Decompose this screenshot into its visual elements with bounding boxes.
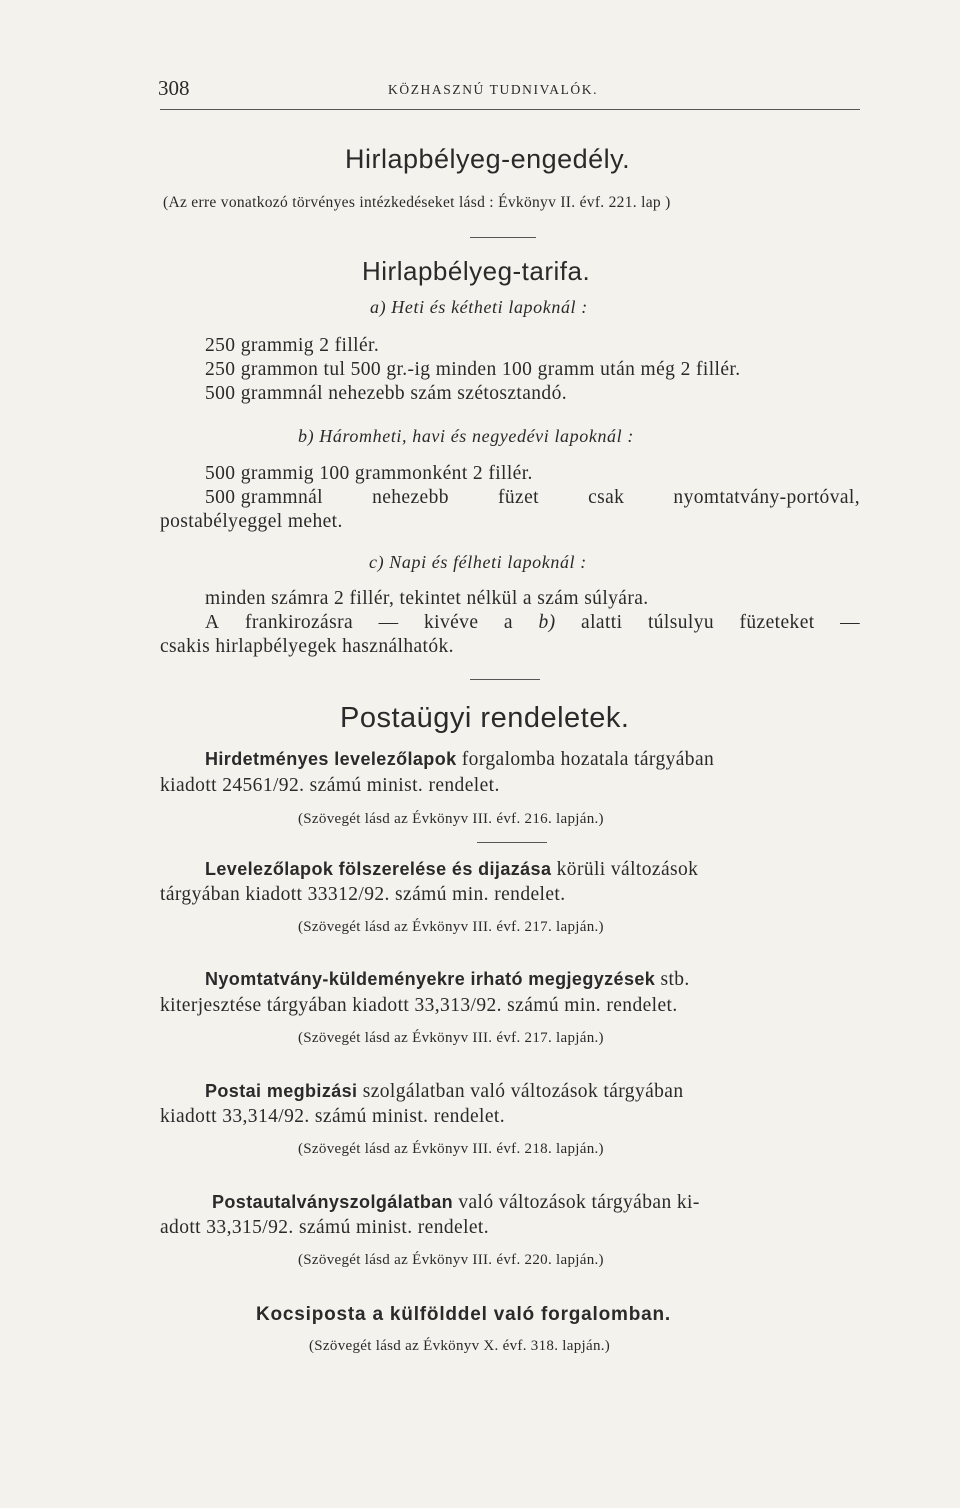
word: túlsulyu [647,612,714,633]
tariff-line-justified [205,612,860,634]
word: a [503,612,513,633]
word: — [378,612,399,633]
word: b) [538,612,556,633]
final-reference: (Szövegét lásd az Évkönyv X. évf. 318. lapján.) [309,1338,611,1354]
decree-line: adott 33,315/92. számú minist. rendelet. [160,1217,490,1238]
decree-bold-title: Postautalványszolgálatban [212,1192,454,1212]
subheading-a: a) Heti és kétheti lapoknál : [370,297,588,317]
page-number: 308 [158,76,190,100]
header-rule [160,109,860,110]
word: frankirozásra [245,612,354,633]
decree-line: tárgyában kiadott 33312/92. számú min. rendelet. [160,884,566,905]
tariff-line: 500 grammig 100 grammonként 2 fillér. [205,463,533,484]
section-title-hirlapbelyeg-engedely: Hirlapbélyeg-engedély. [345,144,631,174]
word: füzet [498,487,539,508]
word: A [205,612,220,633]
word: nyomtatvány-portóval, [673,487,860,508]
divider [477,842,547,843]
tariff-line: csakis hirlapbélyegek használhatók. [160,636,454,657]
section-title-hirlapbelyeg-tarifa: Hirlapbélyeg-tarifa. [362,256,591,286]
decree-rest: szolgálatban való változások tárgyában [357,1081,684,1102]
decree-item [205,859,698,881]
decree-bold-title: Postai megbizási [205,1081,358,1101]
decree-line: kiterjesztése tárgyában kiadott 33,313/92. számú min. rendelet. [160,995,678,1016]
decree-item [212,1192,700,1214]
decree-rest: stb. [655,969,690,990]
tariff-line: minden számra 2 fillér, tekintet nélkül a szám súlyára. [205,588,649,609]
running-title: KÖZHASZNÚ TUDNIVALÓK. [388,82,599,97]
decree-line: kiadott 24561/92. számú minist. rendelet. [160,775,500,796]
decree-reference: (Szövegét lásd az Évkönyv III. évf. 217. lapján.) [298,1030,604,1046]
tariff-line: 250 grammig 2 fillér. [205,335,380,356]
tariff-line: postabélyeggel mehet. [160,511,343,532]
decree-rest: forgalomba hozatala tárgyában [456,749,715,770]
word: alatti [581,612,623,633]
decree-rest: körüli változások [551,859,699,880]
decree-line: kiadott 33,314/92. számú minist. rendelet. [160,1106,505,1127]
decree-bold-title: Levelezőlapok fölszerelése és dijazása [205,859,552,879]
divider [470,679,540,680]
decree-item [205,969,690,991]
decree-reference: (Szövegét lásd az Évkönyv III. évf. 218. lapján.) [298,1141,604,1157]
decree-reference: (Szövegét lásd az Évkönyv III. évf. 216. lapján.) [298,811,604,827]
subheading-c: c) Napi és félheti lapoknál : [369,552,587,572]
divider [470,237,536,238]
word: füzeteket [739,612,815,633]
final-title: Kocsiposta a külfölddel való forgalomban. [256,1304,671,1325]
word: csak [588,487,625,508]
tariff-line: 250 grammon tul 500 gr.-ig minden 100 gramm után még 2 fillér. [205,359,741,380]
word: 500 grammnál [205,487,323,508]
decree-item [205,1081,684,1103]
decree-reference: (Szövegét lásd az Évkönyv III. évf. 220. lapján.) [298,1252,604,1268]
decree-rest: való változások tárgyában ki- [453,1192,700,1213]
subheading-b: b) Háromheti, havi és negyedévi lapoknál : [298,426,634,446]
section-note: (Az erre vonatkozó törvényes intézkedéseket lásd : Évkönyv II. évf. 221. lap ) [163,194,671,211]
word: — [840,612,860,633]
decree-bold-title: Nyomtatvány-küldeményekre irható megjegyzések [205,969,656,989]
section-title-postaugyi-rendeletek: Postaügyi rendeletek. [340,702,630,734]
decree-bold-title: Hirdetményes levelezőlapok [205,749,457,769]
decree-reference: (Szövegét lásd az Évkönyv III. évf. 217. lapján.) [298,919,604,935]
word: kivéve [424,612,479,633]
decree-item [205,749,714,771]
tariff-line: 500 grammnál nehezebb szám szétosztandó. [205,383,568,404]
tariff-line-justified [205,487,860,509]
word: nehezebb [372,487,449,508]
